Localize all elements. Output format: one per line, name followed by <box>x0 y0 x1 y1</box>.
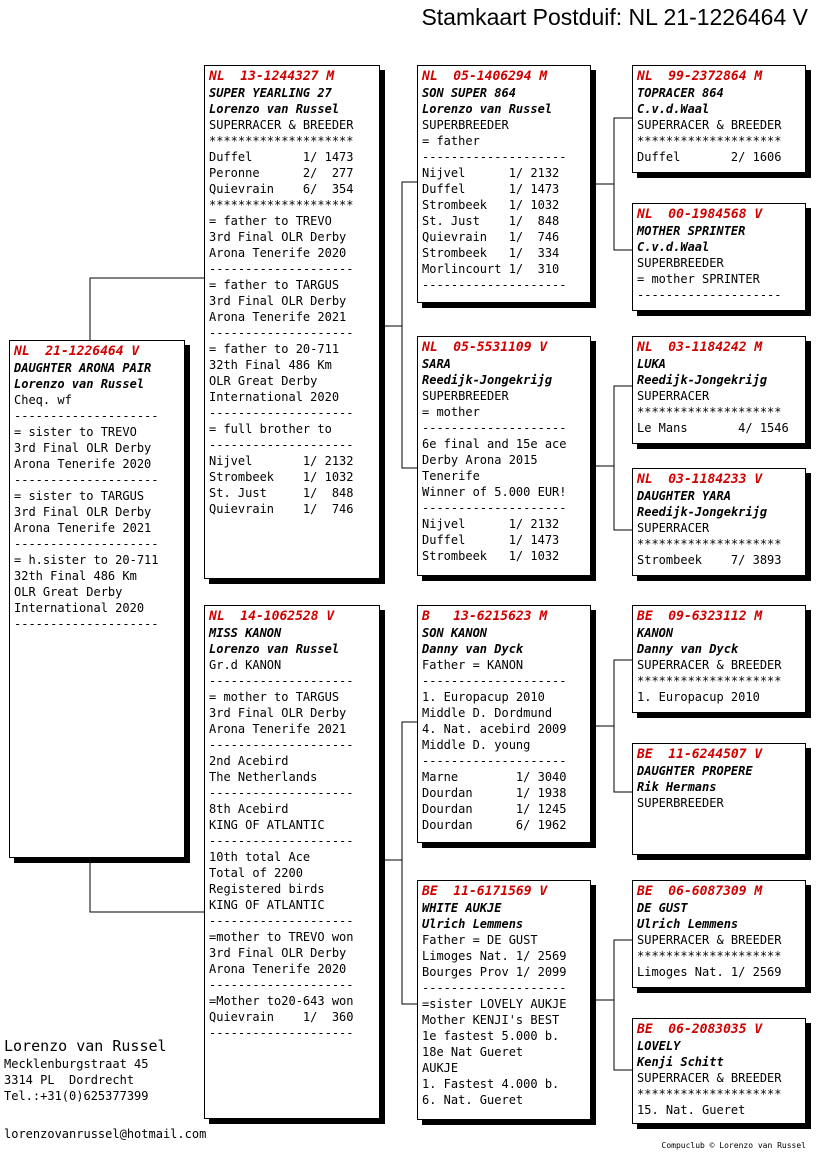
breeder-name: Reedijk-Jongekrijg <box>637 505 768 519</box>
ring-number: NL 03-1184242 M <box>637 340 763 355</box>
pedigree-info-line: SUPERBREEDER <box>422 389 509 403</box>
pedigree-info-line: Strombeek 1/ 1032 <box>422 198 560 212</box>
pedigree-info-line: -------------------- <box>209 326 354 340</box>
pedigree-info-line: ******************** <box>637 405 782 419</box>
pigeon-card-mother-father <box>417 605 591 843</box>
pedigree-info-line: -------------------- <box>14 409 159 423</box>
ring-number: NL 00-1984568 V <box>637 207 763 222</box>
owner-address-city: 3314 PL Dordrecht <box>4 1073 135 1087</box>
pedigree-info-line: Strombeek 1/ 1032 <box>422 549 560 563</box>
pedigree-info-line: = father to 20-711 <box>209 342 340 356</box>
pedigree-info-line: Strombeek 1/ 334 <box>422 246 560 260</box>
pedigree-info-line: SUPERRACER <box>637 521 710 535</box>
pedigree-info-line: 6e final and 15e ace <box>422 437 567 451</box>
pedigree-info-line: 3rd Final OLR Derby <box>209 230 347 244</box>
pedigree-info-line: = full brother to <box>209 422 332 436</box>
pedigree-info-line: -------------------- <box>422 421 567 435</box>
pigeon-name: SON KANON <box>422 626 488 640</box>
pedigree-info-line: SUPERRACER & BREEDER <box>209 118 354 132</box>
pedigree-info-line: 18e Nat Gueret <box>422 1045 524 1059</box>
pedigree-info-line: 3rd Final OLR Derby <box>209 294 347 308</box>
pedigree-info-line: Derby Arona 2015 <box>422 453 538 467</box>
pigeon-card-mm-father <box>632 880 806 988</box>
pedigree-info-line: -------------------- <box>422 501 567 515</box>
ring-number: BE 06-6087309 M <box>637 884 763 899</box>
pedigree-info-line: ******************** <box>209 134 354 148</box>
ring-number: NL 13-1244327 M <box>209 69 335 84</box>
pigeon-card-fm-father <box>632 336 806 444</box>
pedigree-info-line: -------------------- <box>422 981 567 995</box>
pedigree-info-line: The Netherlands <box>209 770 318 784</box>
pedigree-info-line: -------------------- <box>637 288 782 302</box>
pedigree-info-line: Nijvel 1/ 2132 <box>422 166 560 180</box>
pigeon-card-father <box>204 65 380 579</box>
copyright-note: Compuclub © Lorenzo van Russel <box>661 1141 806 1150</box>
pedigree-info-line: 6. Nat. Gueret <box>422 1093 524 1107</box>
pedigree-info-line: Arona Tenerife 2021 <box>209 722 347 736</box>
pigeon-name: DAUGHTER YARA <box>637 489 731 503</box>
breeder-name: Ulrich Lemmens <box>637 917 739 931</box>
pedigree-info-line: AUKJE <box>422 1061 459 1075</box>
pedigree-info-line: 3rd Final OLR Derby <box>14 441 152 455</box>
pedigree-info-line: Strombeek 7/ 3893 <box>637 553 782 567</box>
pigeon-name: SON SUPER 864 <box>422 86 516 100</box>
pedigree-info-line: 1. Fastest 4.000 b. <box>422 1077 560 1091</box>
pedigree-info-line: Duffel 1/ 1473 <box>422 182 560 196</box>
pedigree-info-line: Tenerife <box>422 469 480 483</box>
pedigree-info-line: = father to TREVO <box>209 214 332 228</box>
pigeon-name: WHITE AUKJE <box>422 901 502 915</box>
pedigree-info-line: Le Mans 4/ 1546 <box>637 421 789 435</box>
breeder-name: C.v.d.Waal <box>637 102 710 116</box>
ring-number: BE 09-6323112 M <box>637 609 763 624</box>
pigeon-card-mf-father <box>632 605 806 713</box>
pedigree-info-line: SUPERRACER & BREEDER <box>637 658 782 672</box>
pedigree-info-line: Nijvel 1/ 2132 <box>422 517 560 531</box>
ring-number: NL 03-1184233 V <box>637 472 763 487</box>
pedigree-info-line: Strombeek 1/ 1032 <box>209 470 354 484</box>
pedigree-info-line: SUPERRACER & BREEDER <box>637 1071 782 1085</box>
pigeon-card-mf-mother <box>632 743 806 855</box>
pedigree-info-line: International 2020 <box>14 601 145 615</box>
pigeon-name: DAUGHTER PROPERE <box>637 764 753 778</box>
pedigree-info-line: 10th total Ace <box>209 850 311 864</box>
pedigree-info-line: ******************** <box>637 1087 782 1101</box>
owner-block <box>4 1036 167 1104</box>
pedigree-info-line: Marne 1/ 3040 <box>422 770 567 784</box>
pedigree-info-line: ******************** <box>637 949 782 963</box>
pedigree-info-line: Dourdan 1/ 1938 <box>422 786 567 800</box>
pedigree-info-line: ******************** <box>637 134 782 148</box>
pigeon-name: KANON <box>637 626 674 640</box>
pedigree-info-line: Middle D. Dordmund <box>422 706 553 720</box>
pedigree-info-line: -------------------- <box>209 978 354 992</box>
ring-number: NL 05-1406294 M <box>422 69 548 84</box>
pedigree-info-line: Duffel 2/ 1606 <box>637 150 782 164</box>
pedigree-info-line: KING OF ATLANTIC <box>209 898 325 912</box>
pedigree-info-line: -------------------- <box>14 473 159 487</box>
pedigree-info-line: = h.sister to 20-711 <box>14 553 159 567</box>
breeder-name: Lorenzo van Russel <box>422 102 553 116</box>
pedigree-info-line: -------------------- <box>14 617 159 631</box>
pedigree-info-line: ******************** <box>209 198 354 212</box>
pedigree-info-line: -------------------- <box>209 738 354 752</box>
pedigree-info-line: = father to TARGUS <box>209 278 340 292</box>
pedigree-info-line: -------------------- <box>422 674 567 688</box>
pedigree-info-line: 1. Europacup 2010 <box>422 690 545 704</box>
breeder-name: Danny van Dyck <box>637 642 739 656</box>
pigeon-name: LUKA <box>637 357 666 371</box>
pedigree-info-line: SUPERRACER & BREEDER <box>637 933 782 947</box>
breeder-name: Reedijk-Jongekrijg <box>637 373 768 387</box>
pedigree-info-line: SUPERRACER & BREEDER <box>637 118 782 132</box>
owner-address-street: Mecklenburgstraat 45 <box>4 1057 149 1071</box>
pedigree-info-line: = mother to TARGUS <box>209 690 340 704</box>
pedigree-info-line: =mother to TREVO won <box>209 930 354 944</box>
pedigree-info-line: Middle D. young <box>422 738 531 752</box>
pedigree-info-line: 3rd Final OLR Derby <box>209 946 347 960</box>
pedigree-info-line: -------------------- <box>209 914 354 928</box>
ring-number: NL 21-1226464 V <box>14 344 140 359</box>
breeder-name: Lorenzo van Russel <box>209 642 340 656</box>
pedigree-info-line: St. Just 1/ 848 <box>422 214 560 228</box>
ring-number: BE 06-2083035 V <box>637 1022 763 1037</box>
pedigree-info-line: -------------------- <box>209 674 354 688</box>
owner-email: lorenzovanrussel@hotmail.com <box>4 1127 207 1141</box>
pedigree-info-line: Arona Tenerife 2020 <box>209 962 347 976</box>
pedigree-info-line: Gr.d KANON <box>209 658 282 672</box>
pedigree-info-line: Arona Tenerife 2020 <box>14 457 152 471</box>
pedigree-info-line: Dourdan 1/ 1245 <box>422 802 567 816</box>
page-title: Stamkaart Postduif: NL 21-1226464 V <box>421 4 808 30</box>
pedigree-info-line: Bourges Prov 1/ 2099 <box>422 965 567 979</box>
pedigree-info-line: ******************** <box>637 537 782 551</box>
pedigree-info-line: Total of 2200 <box>209 866 303 880</box>
pedigree-info-line: Quievrain 1/ 746 <box>422 230 560 244</box>
pedigree-info-line: -------------------- <box>209 406 354 420</box>
pedigree-info-line: Limoges Nat. 1/ 2569 <box>422 949 567 963</box>
pedigree-info-line: Arona Tenerife 2021 <box>209 310 347 324</box>
pedigree-info-line: 8th Acebird <box>209 802 289 816</box>
pedigree-info-line: ******************** <box>637 674 782 688</box>
ring-number: NL 14-1062528 V <box>209 609 335 624</box>
pigeon-name: SUPER YEARLING 27 <box>209 86 332 100</box>
ring-number: NL 05-5531109 V <box>422 340 548 355</box>
pedigree-info-line: Registered birds <box>209 882 325 896</box>
breeder-name: Ulrich Lemmens <box>422 917 524 931</box>
pedigree-info-line: International 2020 <box>209 390 340 404</box>
pedigree-info-line: -------------------- <box>209 438 354 452</box>
ring-number: NL 99-2372864 M <box>637 69 763 84</box>
pedigree-info-line: SUPERRACER <box>637 389 710 403</box>
pedigree-info-line: Father = KANON <box>422 658 524 672</box>
pedigree-info-line: = sister to TARGUS <box>14 489 145 503</box>
pedigree-info-line: OLR Great Derby <box>14 585 123 599</box>
pedigree-info-line: Cheq. wf <box>14 393 72 407</box>
pigeon-card-father-mother <box>417 336 591 576</box>
pedigree-info-line: St. Just 1/ 848 <box>209 486 354 500</box>
pedigree-info-line: Arona Tenerife 2020 <box>209 246 347 260</box>
pedigree-info-line: -------------------- <box>209 1026 354 1040</box>
pedigree-info-line: Father = DE GUST <box>422 933 538 947</box>
ring-number: B 13-6215623 M <box>422 609 548 624</box>
pedigree-info-line: = mother SPRINTER <box>637 272 760 286</box>
pedigree-info-line: Mother KENJI's BEST <box>422 1013 560 1027</box>
pedigree-info-line: = mother <box>422 405 480 419</box>
pedigree-info-line: 1e fastest 5.000 b. <box>422 1029 560 1043</box>
pedigree-info-line: Limoges Nat. 1/ 2569 <box>637 965 782 979</box>
pedigree-info-line: -------------------- <box>422 150 567 164</box>
pedigree-info-line: Quievrain 1/ 360 <box>209 1010 354 1024</box>
pedigree-info-line: Peronne 2/ 277 <box>209 166 354 180</box>
breeder-name: Lorenzo van Russel <box>209 102 340 116</box>
pedigree-info-line: -------------------- <box>422 754 567 768</box>
pigeon-name: MOTHER SPRINTER <box>637 224 746 238</box>
pedigree-info-line: Morlincourt 1/ 310 <box>422 262 560 276</box>
pedigree-info-line: Nijvel 1/ 2132 <box>209 454 354 468</box>
pedigree-info-line: 4. Nat. acebird 2009 <box>422 722 567 736</box>
pigeon-card-subject <box>9 340 185 858</box>
pigeon-card-fm-mother <box>632 468 806 576</box>
pigeon-card-mother <box>204 605 380 1119</box>
breeder-name: Rik Hermans <box>637 780 717 794</box>
pigeon-name: DAUGHTER ARONA PAIR <box>14 361 152 375</box>
pedigree-info-line: Quievrain 1/ 746 <box>209 502 354 516</box>
pedigree-info-line: -------------------- <box>422 278 567 292</box>
ring-number: BE 11-6244507 V <box>637 747 763 762</box>
pedigree-info-line: 32th Final 486 Km <box>14 569 137 583</box>
pedigree-info-line: -------------------- <box>209 262 354 276</box>
pedigree-info-line: =Mother to20-643 won <box>209 994 354 1008</box>
pigeon-card-ff-father <box>632 65 806 173</box>
pigeon-name: MISS KANON <box>209 626 282 640</box>
ring-number: BE 11-6171569 V <box>422 884 548 899</box>
pedigree-info-line: -------------------- <box>209 834 354 848</box>
pedigree-info-line: 1. Europacup 2010 <box>637 690 760 704</box>
pedigree-info-line: = sister to TREVO <box>14 425 137 439</box>
pedigree-info-line: 2nd Acebird <box>209 754 289 768</box>
pigeon-name: LOVELY <box>637 1039 681 1053</box>
pedigree-info-line: SUPERBREEDER <box>637 256 724 270</box>
pedigree-info-line: 3rd Final OLR Derby <box>209 706 347 720</box>
owner-name: Lorenzo van Russel <box>4 1037 167 1055</box>
pedigree-info-line: SUPERBREEDER <box>422 118 509 132</box>
pigeon-card-father-father <box>417 65 591 303</box>
pigeon-name: TOPRACER 864 <box>637 86 724 100</box>
breeder-name: Danny van Dyck <box>422 642 524 656</box>
breeder-name: Reedijk-Jongekrijg <box>422 373 553 387</box>
pedigree-info-line: -------------------- <box>14 537 159 551</box>
pedigree-info-line: Winner of 5.000 EUR! <box>422 485 567 499</box>
owner-phone: Tel.:+31(0)625377399 <box>4 1089 149 1103</box>
breeder-name: Lorenzo van Russel <box>14 377 145 391</box>
pedigree-info-line: Quievrain 6/ 354 <box>209 182 354 196</box>
pedigree-info-line: 3rd Final OLR Derby <box>14 505 152 519</box>
pigeon-name: DE GUST <box>637 901 688 915</box>
pedigree-info-line: = father <box>422 134 480 148</box>
pedigree-info-line: SUPERBREEDER <box>637 796 724 810</box>
pedigree-info-line: KING OF ATLANTIC <box>209 818 325 832</box>
pedigree-info-line: Duffel 1/ 1473 <box>209 150 354 164</box>
pedigree-info-line: -------------------- <box>209 786 354 800</box>
pedigree-info-line: Dourdan 6/ 1962 <box>422 818 567 832</box>
pedigree-info-line: Duffel 1/ 1473 <box>422 533 560 547</box>
pigeon-card-ff-mother <box>632 203 806 311</box>
pedigree-info-line: 32th Final 486 Km <box>209 358 332 372</box>
pedigree-info-line: OLR Great Derby <box>209 374 318 388</box>
pedigree-info-line: 15. Nat. Gueret <box>637 1103 746 1117</box>
breeder-name: C.v.d.Waal <box>637 240 710 254</box>
pigeon-card-mother-mother <box>417 880 591 1120</box>
breeder-name: Kenji Schitt <box>637 1055 724 1069</box>
pedigree-info-line: Arona Tenerife 2021 <box>14 521 152 535</box>
pigeon-card-mm-mother <box>632 1018 806 1124</box>
pigeon-name: SARA <box>422 357 451 371</box>
pedigree-info-line: =sister LOVELY AUKJE <box>422 997 567 1011</box>
